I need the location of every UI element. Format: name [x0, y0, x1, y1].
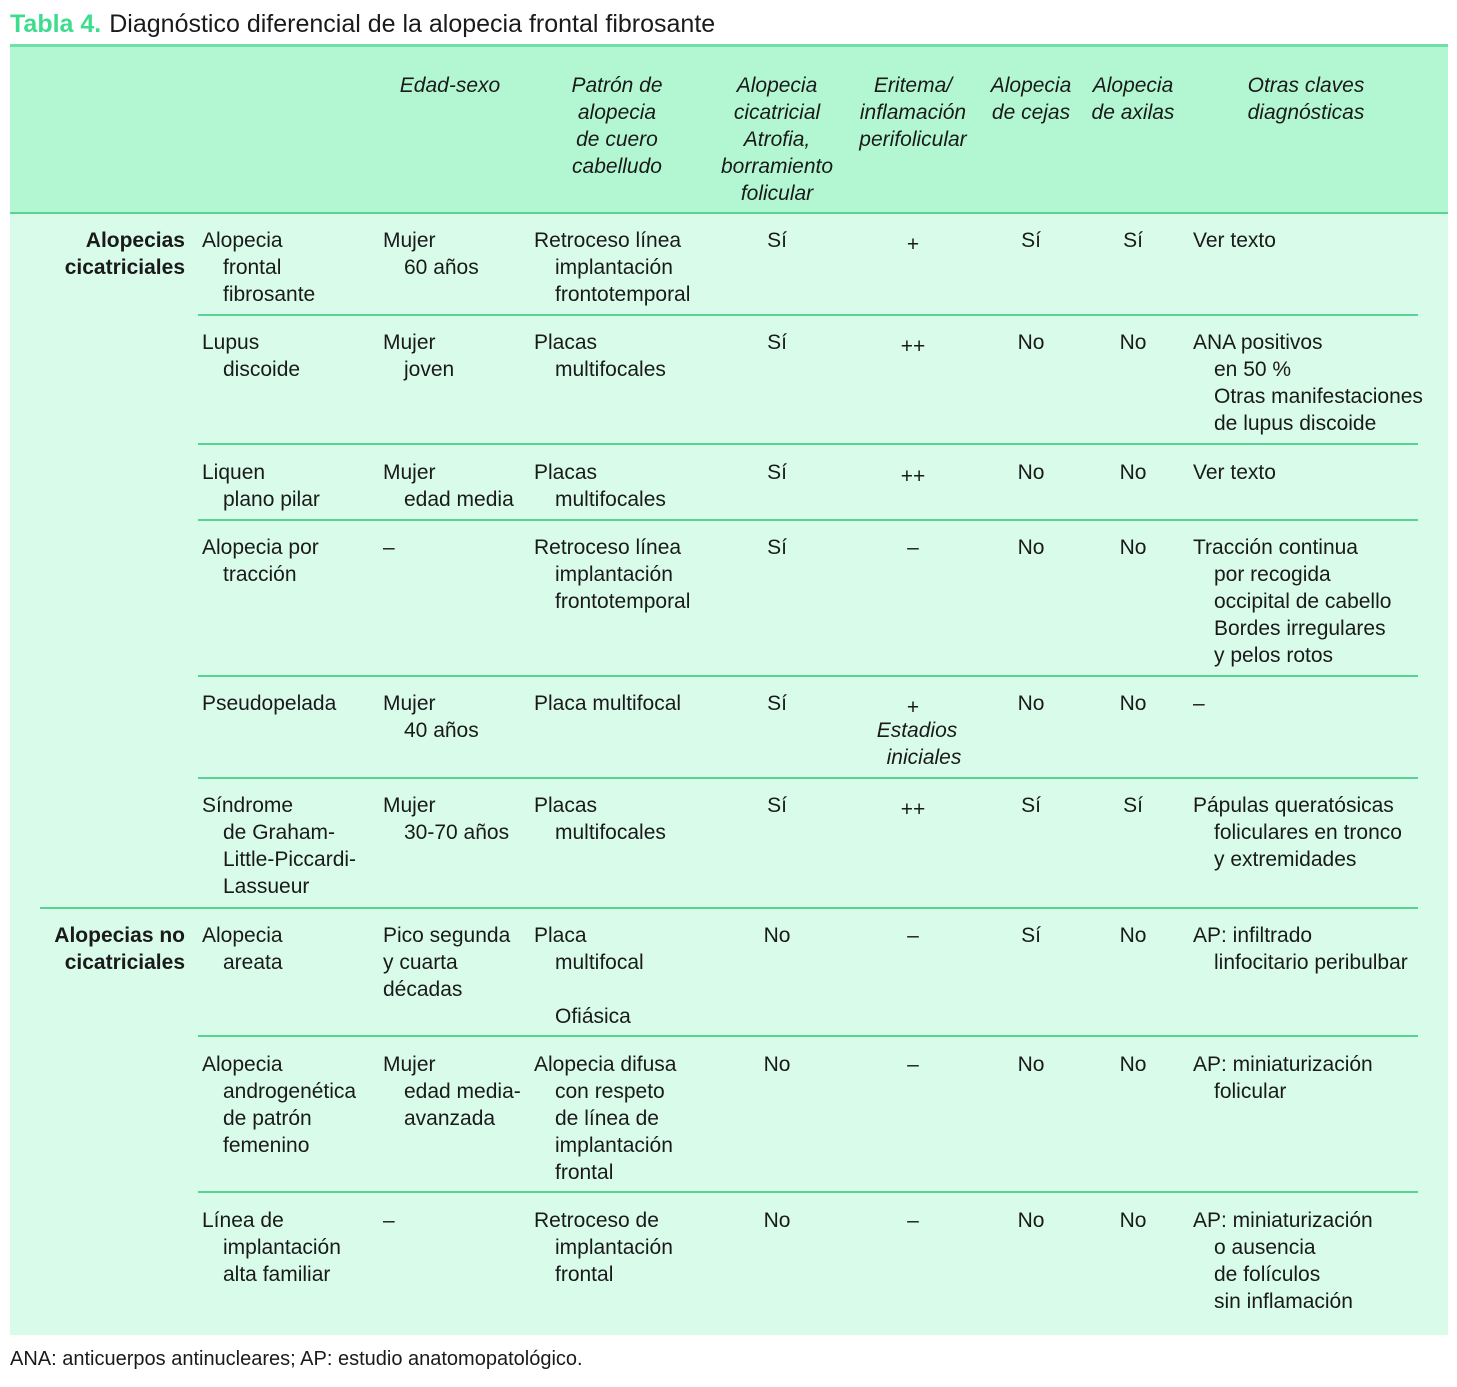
cell-cejas: No [1017, 1053, 1045, 1076]
row-divider [198, 777, 1418, 779]
table-title [10, 8, 715, 40]
header-otras-claves: Otras claves diagnósticas [1247, 74, 1365, 124]
cell-eritema: ++ [900, 798, 926, 821]
cell-axilas: No [1119, 924, 1147, 947]
table-caption: Diagnóstico diferencial de la alopecia frontal fibrosante [109, 10, 716, 38]
cell-edad [383, 922, 533, 1003]
table-header [10, 47, 1448, 214]
cell-atrofia: Sí [767, 229, 787, 252]
cell-edad: – [383, 536, 395, 559]
cell-edad-text: Pico segunda y cuarta décadas [383, 924, 511, 1001]
header-axilas: Alopecia de axilas [1091, 74, 1175, 124]
cell-axilas: No [1119, 692, 1147, 715]
cell-eritema: + [906, 233, 920, 256]
cell-atrofia: Sí [767, 461, 787, 484]
cell-patron: Alopecia difusa con respeto de línea de implantación frontal [534, 1053, 677, 1184]
cell-entity: Alopecia frontal fibrosante [202, 229, 316, 306]
cell-edad: Mujer 30-70 años [383, 794, 510, 844]
cell-axilas: No [1119, 1053, 1147, 1076]
cell-cejas: Sí [1021, 794, 1041, 817]
header-patron: Patrón de alopecia de cuero cabelludo [571, 74, 663, 178]
cell-entity: Síndrome de Graham- Little-Piccardi- Lassueur [202, 794, 357, 898]
cell-otras: – [1193, 692, 1205, 715]
cell-edad: Mujer edad media [383, 461, 514, 511]
header-cejas: Alopecia de cejas [990, 74, 1072, 124]
cell-otras: AP: miniaturización folicular [1193, 1053, 1373, 1103]
cell-patron: Retroceso línea implantación frontotemporal [534, 536, 691, 613]
cell-eritema: ++ [900, 335, 926, 358]
cell-edad: Mujer edad media- avanzada [383, 1053, 521, 1130]
cell-eritema: – [907, 1053, 919, 1076]
cell-entity: Alopecia androgenética de patrón femenino [202, 1053, 357, 1157]
cell-otras: Tracción continua por recogida occipital de cabello Bordes irregulares y pelos rotos [1193, 536, 1392, 667]
cell-eritema: – [907, 536, 919, 559]
cell-atrofia: Sí [767, 331, 787, 354]
cell-atrofia: No [763, 1209, 791, 1232]
cell-otras: AP: infiltrado linfocitario peribulbar [1193, 924, 1408, 974]
cell-entity: Lupus discoide [202, 331, 301, 381]
cell-entity: Alopecia areata [202, 924, 283, 974]
group-label-cicatriciales: Alopecias cicatriciales [64, 229, 185, 279]
cell-cejas: No [1017, 1209, 1045, 1232]
cell-axilas: No [1119, 1209, 1147, 1232]
cell-edad: Mujer 60 años [383, 229, 479, 279]
cell-eritema: – [907, 924, 919, 947]
cell-cejas: Sí [1021, 924, 1041, 947]
cell-patron: Retroceso línea implantación frontotemporal [534, 229, 691, 306]
header-atrofia: Alopecia cicatricial Atrofia, borramiento folicular [720, 74, 834, 205]
cell-edad: Mujer joven [383, 331, 455, 381]
cell-axilas: No [1119, 331, 1147, 354]
cell-eritema: – [907, 1209, 919, 1232]
cell-axilas: No [1119, 461, 1147, 484]
table-number: Tabla 4. [10, 10, 102, 38]
cell-entity: Alopecia por tracción [202, 536, 319, 586]
cell-otras: ANA positivos en 50 % Otras manifestaciones de lupus discoide [1193, 331, 1423, 435]
cell-axilas: No [1119, 536, 1147, 559]
cell-axilas: Sí [1123, 229, 1143, 252]
table-footnote: ANA: anticuerpos antinucleares; AP: estudio anatomopatológico. [10, 1348, 583, 1370]
cell-atrofia: Sí [767, 536, 787, 559]
cell-eritema: ++ [900, 465, 926, 488]
cell-otras: Ver texto [1193, 461, 1276, 484]
row-divider [198, 519, 1418, 521]
cell-patron: Placas multifocales [534, 331, 666, 381]
cell-entity: Pseudopelada [202, 692, 337, 715]
row-divider [198, 314, 1418, 316]
row-divider [198, 443, 1418, 445]
row-divider [198, 1191, 1418, 1193]
group-divider [40, 907, 1418, 909]
cell-atrofia: Sí [767, 794, 787, 817]
cell-entity: Línea de implantación alta familiar [202, 1209, 341, 1286]
cell-cejas: No [1017, 536, 1045, 559]
cell-cejas: No [1017, 692, 1045, 715]
cell-eritema: + [906, 696, 920, 719]
cell-entity: Liquen plano pilar [202, 461, 320, 511]
cell-cejas: No [1017, 461, 1045, 484]
row-divider [198, 675, 1418, 677]
cell-patron: Placa multifocal [534, 692, 682, 715]
cell-cejas: Sí [1021, 229, 1041, 252]
header-eritema: Eritema/ inflamación perifolicular [859, 74, 967, 151]
cell-atrofia: No [763, 924, 791, 947]
row-divider [198, 1035, 1418, 1037]
group-label-no-cicatriciales: Alopecias no cicatriciales [54, 924, 185, 974]
cell-patron: Retroceso de implantación frontal [534, 1209, 673, 1286]
cell-patron: Placa multifocal Ofiásica [534, 924, 644, 1028]
cell-eritema-note: Estadios iniciales [876, 719, 962, 769]
table-panel [10, 44, 1448, 1335]
cell-cejas: No [1017, 331, 1045, 354]
cell-patron: Placas multifocales [534, 461, 666, 511]
cell-otras: AP: miniaturización o ausencia de folículos sin inflamación [1193, 1209, 1373, 1313]
cell-edad: Mujer 40 años [383, 692, 479, 742]
cell-edad: – [383, 1209, 395, 1232]
cell-atrofia: Sí [767, 692, 787, 715]
cell-otras: Ver texto [1193, 229, 1276, 252]
header-edad-sexo: Edad-sexo [399, 74, 501, 97]
cell-otras: Pápulas queratósicas foliculares en tronco y extremidades [1193, 794, 1402, 871]
cell-atrofia: No [763, 1053, 791, 1076]
cell-axilas: Sí [1123, 794, 1143, 817]
cell-patron: Placas multifocales [534, 794, 666, 844]
